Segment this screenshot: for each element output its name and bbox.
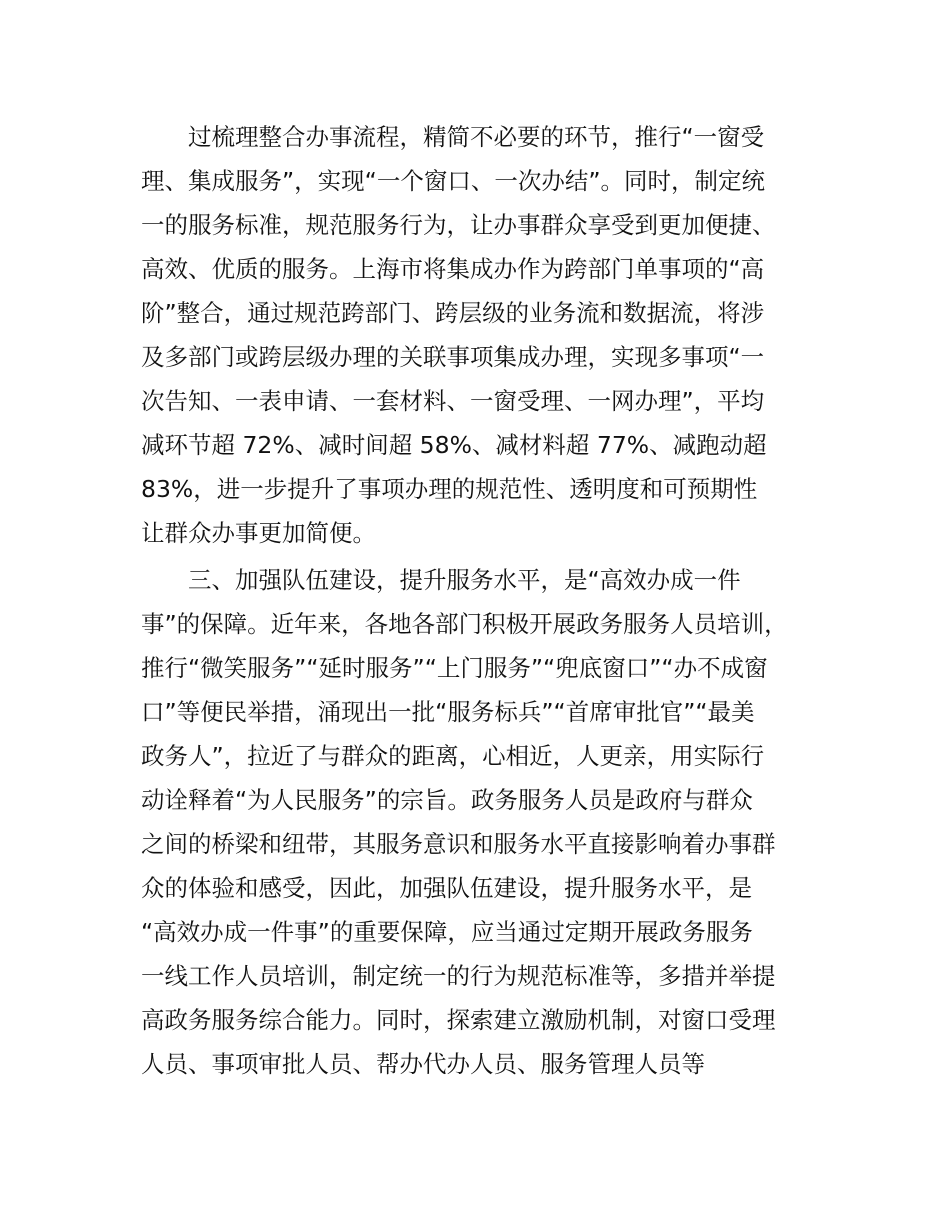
paragraph-2-line-4: 口”等便民举措，涌现出一批“服务标兵”“首席审批官”“最美 xyxy=(141,698,755,726)
paragraph-1-line-9: 83%，进一步提升了事项办理的规范性、透明度和可预期性 xyxy=(141,475,758,503)
paragraph-2-line-2: 事”的保障。近年来，各地各部门积极开展政务服务人员培训， xyxy=(141,610,788,638)
paragraph-2-line-7: 之间的桥梁和纽带，其服务意识和服务水平直接影响着办事群 xyxy=(141,830,776,858)
paragraph-1-line-10: 让群众办事更加简便。 xyxy=(141,519,376,547)
paragraph-2-line-3: 推行“微笑服务”“延时服务”“上门服务”“兜底窗口”“办不成窗 xyxy=(141,654,768,682)
paragraph-2-line-5: 政务人”，拉近了与群众的距离，心相近，人更亲，用实际行 xyxy=(141,742,765,770)
paragraph-2-line-8: 众的体验和感受，因此，加强队伍建设，提升服务水平，是 xyxy=(141,874,752,902)
paragraph-1-line-1: 过梳理整合办事流程，精简不必要的环节，推行“一窗受 xyxy=(188,123,765,151)
paragraph-2-line-1: 三、加强队伍建设，提升服务水平，是“高效办成一件 xyxy=(188,566,741,594)
paragraph-1-line-5: 阶”整合，通过规范跨部门、跨层级的业务流和数据流，将涉 xyxy=(141,299,765,327)
paragraph-2-line-9: “高效办成一件事”的重要保障，应当通过定期开展政务服务 xyxy=(141,918,753,946)
paragraph-2-line-11: 高政务服务综合能力。同时，探索建立激励机制，对窗口受理 xyxy=(141,1006,776,1034)
paragraph-1-line-7: 次告知、一表申请、一套材料、一窗受理、一网办理”，平均 xyxy=(141,387,765,415)
paragraph-1-line-4: 高效、优质的服务。上海市将集成办作为跨部门单事项的“高 xyxy=(141,255,765,283)
paragraph-2-line-10: 一线工作人员培训，制定统一的行为规范标准等，多措并举提 xyxy=(141,962,776,990)
paragraph-1-line-3: 一的服务标准，规范服务行为，让办事群众享受到更加便捷、 xyxy=(141,211,776,239)
paragraph-1-line-2: 理、集成服务”，实现“一个窗口、一次办结”。同时，制定统 xyxy=(141,167,766,195)
paragraph-2-line-12: 人员、事项审批人员、帮办代办人员、服务管理人员等 xyxy=(141,1050,705,1078)
paragraph-1-line-8: 减环节超 72%、减时间超 58%、减材料超 77%、减跑动超 xyxy=(141,431,767,459)
paragraph-1-line-6: 及多部门或跨层级办理的关联事项集成办理，实现多事项“一 xyxy=(141,343,765,371)
paragraph-2-line-6: 动诠释着“为人民服务”的宗旨。政务服务人员是政府与群众 xyxy=(141,786,753,814)
